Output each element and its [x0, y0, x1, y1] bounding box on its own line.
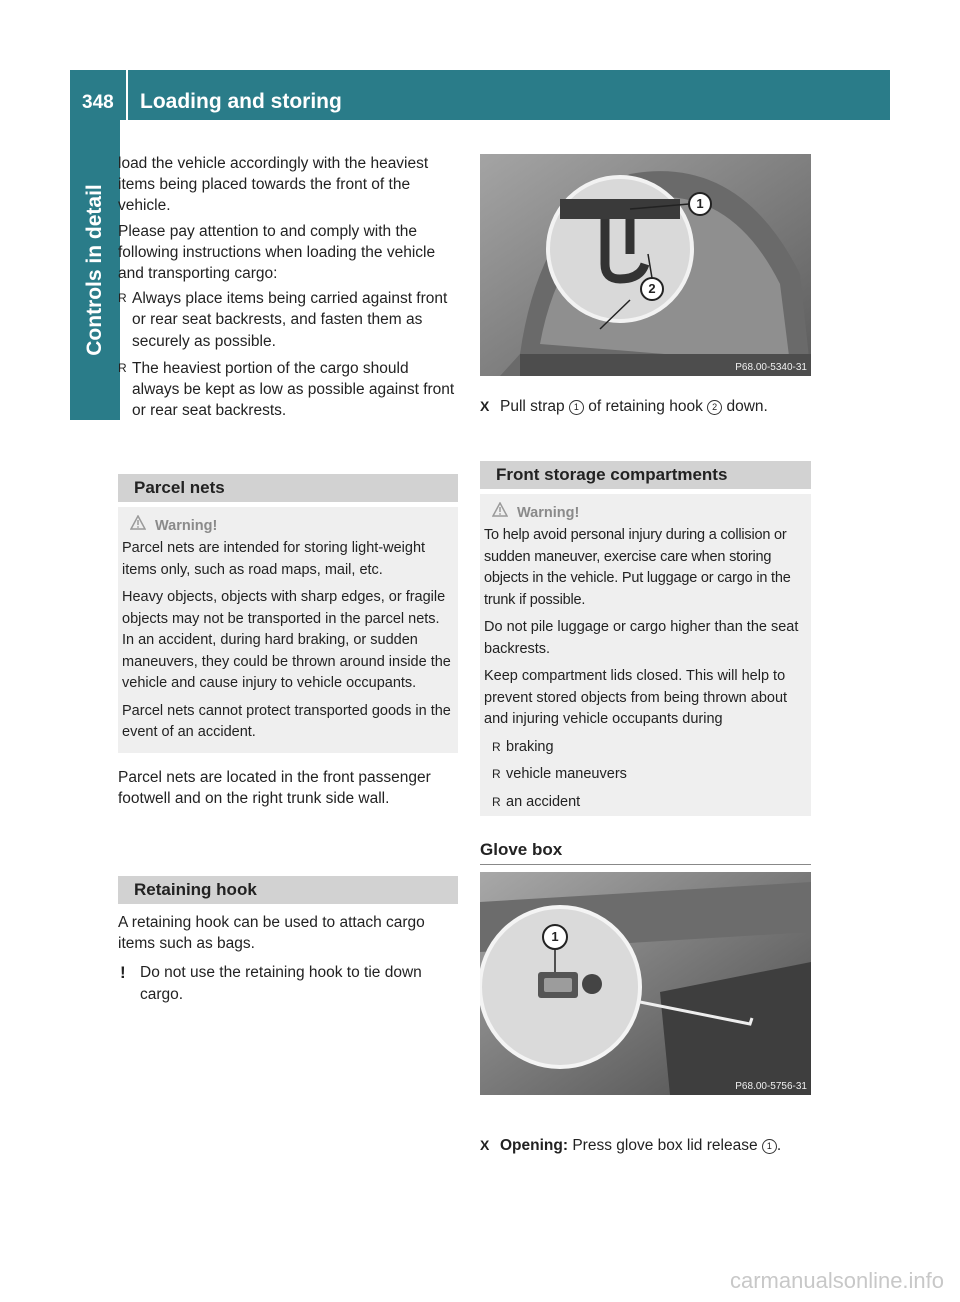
glove-box-heading: Glove box	[480, 840, 811, 865]
hook-note-text: Do not use the retaining hook to tie down cargo.	[140, 964, 422, 1003]
warning-title	[484, 502, 807, 523]
list-item: R braking	[492, 737, 807, 759]
hook-block	[118, 912, 460, 1005]
parcel-warning-box	[118, 507, 458, 753]
hook-text: A retaining hook can be used to attach cargo items such as bags.	[118, 914, 425, 953]
left-column	[118, 153, 460, 421]
page-title: Loading and storing	[140, 90, 342, 113]
warning-paragraph: Heavy objects, objects with sharp edges, or fragile objects may not be transported in the parcel nets. In an accident, during hard braking, or sudden maneuvers, they could be thrown around inside the vehicle and cause injury to vehicle occupants.	[122, 589, 451, 691]
step-pull-strap: X Pull strap 1 of retaining hook 2 down.	[480, 396, 830, 417]
warning-paragraph: Keep compartment lids closed. This will help to prevent stored objects from being thrown about and injuring vehicle occupants during	[484, 668, 788, 727]
watermark: carmanualsonline.info	[730, 1268, 945, 1293]
list-item: R vehicle maneuvers	[492, 764, 807, 786]
warning-icon	[130, 515, 150, 536]
photo-code: P68.00-5756-31	[735, 1081, 807, 1092]
section-heading-retaining-hook: Retaining hook	[118, 876, 458, 904]
list-item: R The heaviest portion of the cargo should always be kept as low as possible against front or rear seat backrests.	[118, 358, 460, 422]
hook-note	[118, 962, 460, 1004]
front-warning-box	[480, 494, 811, 816]
side-tab-label: Controls in detail	[83, 184, 106, 356]
page-number: 348	[82, 92, 114, 113]
list-item: R an accident	[492, 792, 807, 814]
parcel-location-block	[118, 767, 460, 809]
instructions-text: Please pay attention to and comply with the following instructions when loading the vehicle and transporting cargo:	[118, 222, 436, 283]
list-item: R Always place items being carried against front or rear seat backrests, and fasten them as securely as possible.	[118, 288, 460, 352]
parcel-location-text: Parcel nets are located in the front passenger footwell and on the right trunk side wall.	[118, 769, 431, 808]
callout-1: 1	[696, 196, 704, 211]
section-heading-parcel-nets: Parcel nets	[118, 474, 458, 502]
note-icon: !	[120, 963, 126, 983]
warning-title	[122, 515, 454, 536]
warning-paragraph: Parcel nets are intended for storing light-weight items only, such as road maps, mail, etc.	[122, 540, 426, 578]
warning-label: Warning!	[517, 504, 580, 521]
callout-2: 2	[648, 281, 656, 296]
callout-1-ref: 1	[569, 400, 584, 415]
warning-paragraph: Do not pile luggage or cargo higher than the seat backrests.	[484, 619, 799, 657]
intro-text: load the vehicle accordingly with the heaviest items being placed towards the front of the vehicle.	[118, 155, 429, 215]
warning-icon	[492, 502, 512, 523]
warning-label: Warning!	[155, 517, 218, 534]
trunk-hook-photo	[480, 154, 811, 376]
step-opening: X Opening: Press glove box lid release 1 .	[480, 1135, 830, 1156]
warning-paragraph: To help avoid personal injury during a collision or sudden maneuver, exercise care when storing objects in the vehicle. Put luggage or cargo in the trunk if possible.	[484, 527, 791, 608]
glove-box-photo	[480, 872, 811, 1095]
section-heading-front-storage: Front storage compartments	[480, 461, 811, 489]
photo-code: P68.00-5340-31	[735, 362, 807, 373]
callout-2-ref: 2	[707, 400, 722, 415]
callout-1-ref: 1	[762, 1139, 777, 1154]
side-tab-label-wrap	[70, 120, 120, 420]
header-separator	[126, 70, 128, 120]
callout-1: 1	[551, 929, 559, 944]
warning-paragraph: Parcel nets cannot protect transported goods in the event of an accident.	[122, 702, 451, 740]
